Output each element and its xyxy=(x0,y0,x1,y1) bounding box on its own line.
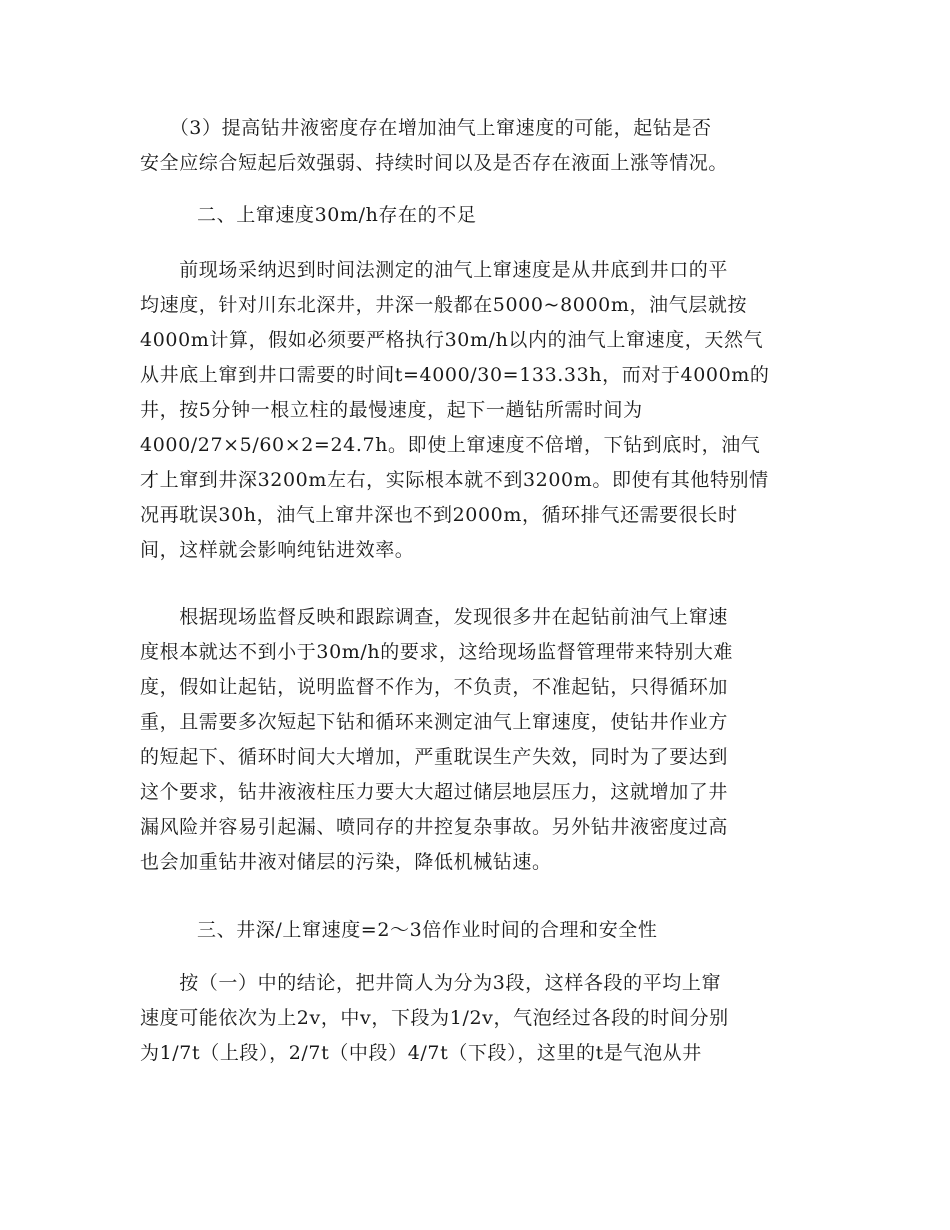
text-line: 按（一）中的结论，把井筒人为分为3段，这样各段的平均上窜 xyxy=(140,972,722,994)
text-line: 也会加重钻井液对储层的污染，降低机械钻速。 xyxy=(140,851,552,873)
text-line: 从井底上窜到井口需要的时间t=4000/30=133.33h，而对于4000m的 xyxy=(140,364,770,386)
section-heading-3: 三、井深/上窜速度=2～3倍作业时间的合理和安全性 xyxy=(197,919,658,941)
text-line: 况再耽误30h，油气上窜井深也不到2000m，循环排气还需要很长时 xyxy=(140,504,738,526)
text-line: 根据现场监督反映和跟踪调查，发现很多井在起钻前油气上窜速 xyxy=(140,606,729,628)
text-line: 4000/27×5/60×2=24.7h。即使上窜速度不倍增，下钻到底时，油气 xyxy=(140,434,761,456)
text-line: 前现场采纳迟到时间法测定的油气上窜速度是从井底到井口的平 xyxy=(140,259,729,281)
paragraph-field-supervision xyxy=(140,600,815,880)
paragraph-3-note xyxy=(140,111,815,181)
text-line: 均速度，针对川东北深井，井深一般都在5000~8000m，油气层就按 xyxy=(140,294,748,316)
text-line: 漏风险并容易引起漏、喷同存的井控复杂事故。另外钻井液密度过高 xyxy=(140,816,729,838)
text-line: 为1/7t（上段），2/7t（中段）4/7t（下段），这里的t是气泡从井 xyxy=(140,1042,702,1064)
text-line: 4000m计算，假如必须要严格执行30m/h以内的油气上窜速度，天然气 xyxy=(140,329,764,351)
text-line: 这个要求，钻井液液柱压力要大大超过储层地层压力，这就增加了井 xyxy=(140,781,729,803)
text-line: 安全应综合短起后效强弱、持续时间以及是否存在液面上涨等情况。 xyxy=(140,152,729,174)
text-line: 间，这样就会影响纯钻进效率。 xyxy=(140,539,415,561)
text-line: 井，按5分钟一根立柱的最慢速度，起下一趟钻所需时间为 xyxy=(140,399,643,421)
paragraph-upward-velocity xyxy=(140,253,815,568)
text-line: 速度可能依次为上2v，中v，下段为1/2v，气泡经过各段的时间分别 xyxy=(140,1007,729,1029)
paragraph-wellbore-segments xyxy=(140,966,815,1071)
text-line: 重，且需要多次短起下钻和循环来测定油气上窜速度，使钻井作业方 xyxy=(140,711,729,733)
text-line: 度，假如让起钻，说明监督不作为，不负责，不准起钻，只得循环加 xyxy=(140,676,729,698)
text-line: （3）提高钻井液密度存在增加油气上窜速度的可能，起钻是否 xyxy=(140,117,712,139)
section-heading-2: 二、上窜速度30m/h存在的不足 xyxy=(197,204,477,226)
text-line: 才上窜到井深3200m左右，实际根本就不到3200m。即使有其他特别情 xyxy=(140,469,769,491)
text-line: 的短起下、循环时间大大增加，严重耽误生产失效，同时为了要达到 xyxy=(140,746,729,768)
text-line: 度根本就达不到小于30m/h的要求，这给现场监督管理带来特别大难 xyxy=(140,641,734,663)
